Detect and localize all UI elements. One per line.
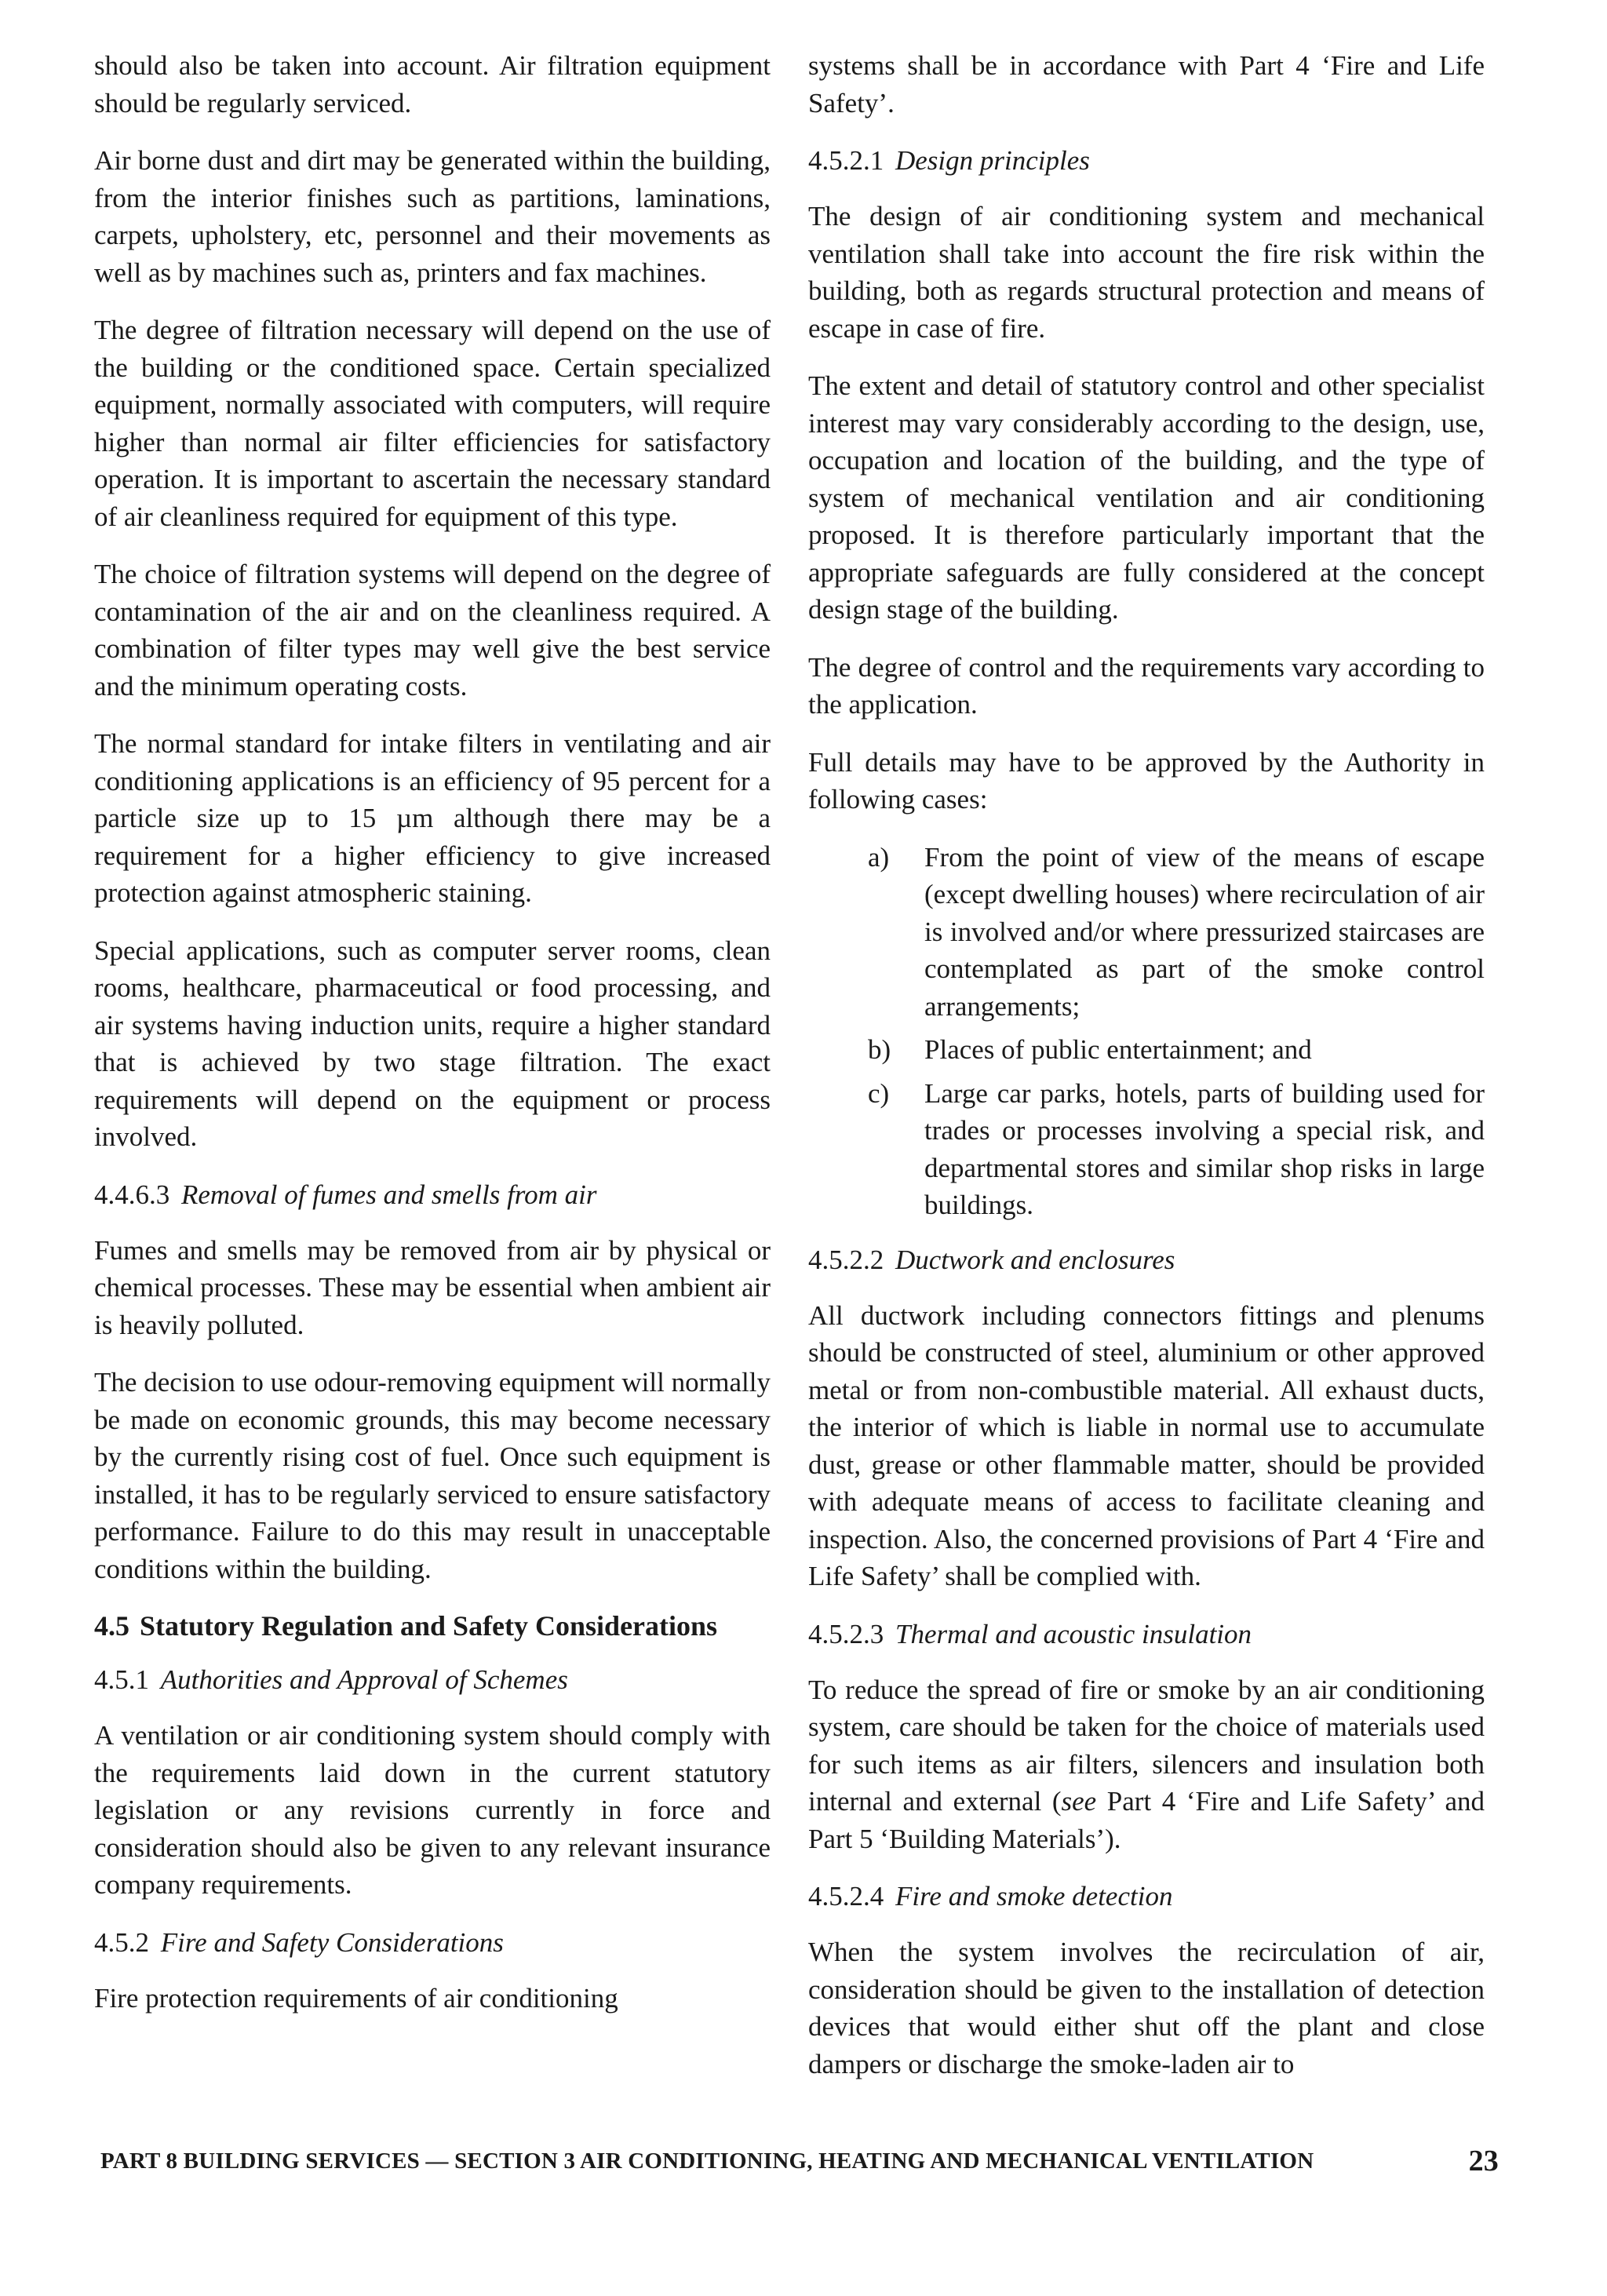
heading-number: 4.4.6.3 (94, 1179, 170, 1210)
text-run: Part 4 ‘Fire and Life Safety’ and Part 5 ‘Building Materials’). (808, 1786, 1485, 1854)
heading-number: 4.5 (94, 1610, 129, 1642)
heading-number: 4.5.1 (94, 1664, 149, 1695)
list-marker: a) (868, 841, 890, 873)
see-reference: see (1061, 1786, 1097, 1817)
heading-title: Fire and smoke detection (895, 1881, 1173, 1912)
paragraph: The normal standard for intake filters in ventilating and air conditioning applications is an efficiency of 95 percent for a particle size up to 15 µm although there may be a requirement for a higher efficiency to give increased protection against atmospheric staining. (94, 728, 771, 908)
paragraph: The choice of filtration systems will depend on the degree of contamination of the air and on the cleanliness required. A combination of filter types may well give the best service and the minimum operating costs. (94, 559, 771, 702)
page-number: 23 (1468, 2145, 1499, 2178)
paragraph: The design of air conditioning system and mechanical ventilation shall take into account the fire risk within the building, both as regards structural protection and means of escape in case of fire. (808, 201, 1485, 344)
text-run: To reduce the spread of fire or smoke by an air conditioning system, care should be taken for the choice of materials used for such items as air filters, silencers and insulation both internal and external ( (808, 1674, 1485, 1817)
list-item (808, 1031, 1485, 1069)
running-title: PART 8 BUILDING SERVICES — SECTION 3 AIR CONDITIONING, HEATING AND MECHANICAL VENTILATION (100, 2148, 1314, 2174)
cases-list (808, 839, 1485, 1224)
list-item (808, 839, 1485, 1026)
heading-4-5-2-3 (808, 1616, 1485, 1653)
list-item (808, 1075, 1485, 1224)
heading-title: Removal of fumes and smells from air (181, 1179, 597, 1210)
paragraph: When the system involves the recirculation of air, consideration should be given to the installation of detection devices that would either shut off the plant and close dampers or discharge the smoke-laden air to (808, 1937, 1485, 2079)
heading-4-4-6-3 (94, 1176, 771, 1213)
paragraph: The decision to use odour-removing equipment will normally be made on economic grounds, this may become necessary by the currently rising cost of fuel. Once such equipment is installed, it has to be regularly serviced to ensure satisfactory performance. Failure to do this may result in unacceptable conditions within the building. (94, 1367, 771, 1584)
heading-4-5-2-2 (808, 1241, 1485, 1278)
heading-4-5-2 (94, 1924, 771, 1961)
paragraph: should also be taken into account. Air filtration equipment should be regularly serviced. (94, 50, 771, 118)
page-footer (100, 2145, 1499, 2178)
paragraph: systems shall be in accordance with Part 4 ‘Fire and Life Safety’. (808, 50, 1485, 118)
paragraph: All ductwork including connectors fittings and plenums should be constructed of steel, aluminium or other approved metal or from non-combustible material. All exhaust ducts, the interior of which is liable in normal use to accumulate dust, grease or other flammable matter, should be provided with adequate means of access to facilitate cleaning and inspection. Also, the concerned provisions of Part 4 ‘Fire and Life Safety’ shall be complied with. (808, 1299, 1485, 1591)
heading-title: Thermal and acoustic insulation (895, 1618, 1252, 1649)
paragraph: A ventilation or air conditioning system should comply with the requirements laid down in the current statutory legislation or any revisions currently in force and consideration should also be given to any relevant insurance company requirements. (94, 1720, 771, 1900)
list-marker: c) (868, 1077, 890, 1109)
heading-title: Statutory Regulation and Safety Considerations (140, 1610, 718, 1642)
list-item-text: Large car parks, hotels, parts of building used for trades or processes involving a special risk, and departmental stores and similar shop risks in large buildings. (924, 1077, 1485, 1220)
list-item-text: Places of public entertainment; and (924, 1034, 1312, 1065)
paragraph: The degree of control and the requirements vary according to the application. (808, 651, 1485, 720)
left-column (94, 47, 771, 2037)
heading-number: 4.5.2 (94, 1926, 149, 1958)
paragraph: Special applications, such as computer server rooms, clean rooms, healthcare, pharmaceutical or food processing, and air systems having induction units, require a higher standard that is achieved by two stage filtration. The exact requirements will depend on the equipment or process involved. (94, 935, 771, 1152)
paragraph: The degree of filtration necessary will depend on the use of the building or the conditioned space. Certain specialized equipment, normally associated with computers, will require higher than normal air filter efficiencies for satisfactory operation. It is important to ascertain the necessary standard of air cleanliness required for equipment of this type. (94, 315, 771, 532)
paragraph: Fire protection requirements of air conditioning (94, 1982, 618, 2014)
heading-title: Ductwork and enclosures (895, 1244, 1175, 1275)
heading-4-5-1 (94, 1661, 771, 1698)
heading-title: Fire and Safety Considerations (160, 1926, 504, 1958)
heading-number: 4.5.2.2 (808, 1244, 884, 1275)
list-marker: b) (868, 1034, 891, 1065)
paragraph: Fumes and smells may be removed from air by physical or chemical processes. These may be essential when ambient air is heavily polluted. (94, 1234, 771, 1340)
heading-4-5-2-4 (808, 1878, 1485, 1915)
paragraph (808, 1671, 1485, 1858)
heading-4-5-2-1 (808, 142, 1485, 179)
heading-number: 4.5.2.1 (808, 145, 884, 176)
heading-4-5 (94, 1608, 771, 1644)
heading-title: Authorities and Approval of Schemes (160, 1664, 568, 1695)
heading-number: 4.5.2.3 (808, 1618, 884, 1649)
right-column (808, 47, 1485, 2103)
heading-title: Design principles (895, 145, 1090, 176)
paragraph: The extent and detail of statutory control and other specialist interest may vary considerably according to the design, use, occupation and location of the building, and the type of system of mechanical ventilation and air conditioning proposed. It is therefore particularly important that the appropriate safeguards are fully considered at the concept design stage of the building. (808, 370, 1485, 625)
list-item-text: From the point of view of the means of escape (except dwelling houses) where recirculation of air is involved and/or where pressurized staircases are contemplated as part of the smoke control arrangements; (924, 841, 1485, 1022)
heading-number: 4.5.2.4 (808, 1881, 884, 1912)
paragraph: Full details may have to be approved by the Authority in following cases: (808, 746, 1485, 815)
paragraph: Air borne dust and dirt may be generated within the building, from the interior finishes such as partitions, laminations, carpets, upholstery, etc, personnel and their movements as well as by machines such as, printers and fax machines. (94, 145, 771, 288)
